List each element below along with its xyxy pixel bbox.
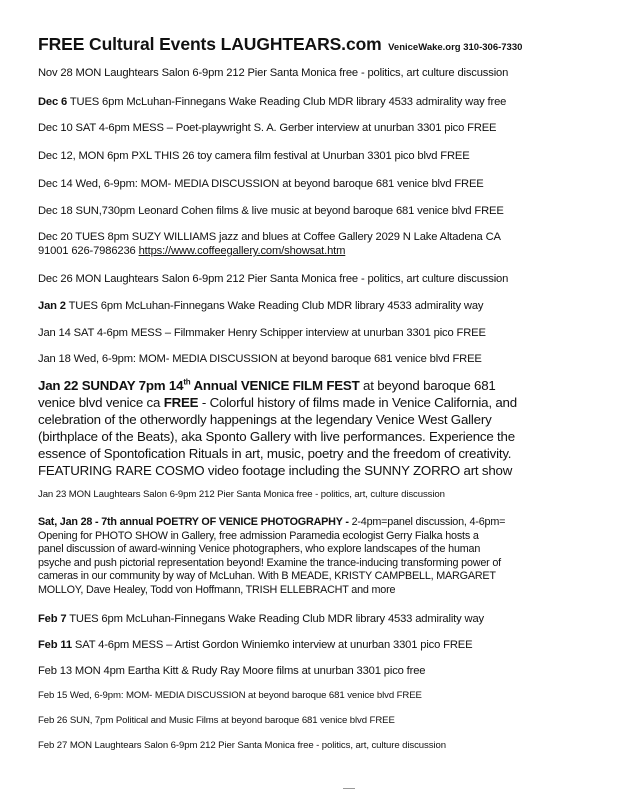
event-line <box>38 149 470 163</box>
event-date: Dec 14 <box>38 178 73 190</box>
event-text: Wed, 6-9pm: MOM- MEDIA DISCUSSION at beyond baroque 681 venice blvd FREE <box>70 353 482 365</box>
event-date: Dec 18 <box>38 205 73 217</box>
event-date: Feb 13 <box>38 665 72 677</box>
poetry-lead: Sat, Jan 28 - 7th annual POETRY OF VENICE PHOTOGRAPHY - <box>38 516 349 528</box>
event-text: TUES 6pm McLuhan-Finnegans Wake Reading Club MDR library 4533 admirality way <box>65 300 484 312</box>
event-line <box>38 66 508 80</box>
coffee-gallery-link[interactable]: https://www.coffeegallery.com/showsat.htm <box>138 245 346 257</box>
film-fest-text: celebration of the otherwordly happenings at the legendary Venice West Gallery <box>38 412 492 427</box>
film-fest-text: - Colorful history of films made in Venice California, and <box>198 395 517 410</box>
event-line <box>38 299 483 313</box>
film-fest-lead: Jan 22 SUNDAY 7pm 14 <box>38 378 184 393</box>
scan-mark <box>343 788 355 789</box>
flyer-title: FREE Cultural Events LAUGHTEARS.com <box>38 34 382 54</box>
event-text: MON 4pm Eartha Kitt & Rudy Ray Moore films at unurban 3301 pico free <box>71 665 426 677</box>
event-date: Nov 28 <box>38 67 73 79</box>
event-line <box>38 95 506 109</box>
event-date: Feb 7 <box>38 613 67 625</box>
event-text: MON Laughtears Salon 6-9pm 212 Pier Santa Monica free - politics, art culture discussion <box>72 67 509 79</box>
event-date: Dec 12 <box>38 150 73 162</box>
event-text: SAT 4-6pm MESS – Artist Gordon Winiemko interview at unurban 3301 pico FREE <box>71 639 473 651</box>
event-text: 91001 626-7986236 <box>38 245 139 257</box>
event-line <box>38 739 446 753</box>
event-text: Dec 20 TUES 8pm SUZY WILLIAMS jazz and blues at Coffee Gallery 2029 N Lake Altadena CA <box>38 231 501 243</box>
event-line <box>38 326 486 340</box>
event-text: MON Laughtears Salon 6-9pm 212 Pier Santa Monica free - politics, art culture discussion <box>72 273 509 285</box>
event-text: Feb 27 MON Laughtears Salon 6-9pm 212 Pier Santa Monica free - politics, art, culture discussion <box>38 740 446 751</box>
film-fest-free: FREE <box>163 395 199 410</box>
event-text: TUES 6pm McLuhan-Finnegans Wake Reading Club MDR library 4533 admirality way <box>66 613 484 625</box>
film-fest-text: at beyond baroque 681 <box>359 378 496 393</box>
event-line <box>38 714 395 728</box>
event-date: Dec 26 <box>38 273 73 285</box>
event-date: Dec 6 <box>38 96 68 108</box>
film-fest-text: FEATURING RARE COSMO video footage including the SUNNY ZORRO art show <box>38 463 513 478</box>
event-line-jan23 <box>38 488 445 502</box>
event-line <box>38 121 496 135</box>
event-date: Jan 14 <box>38 327 71 339</box>
event-text: Feb 15 Wed, 6-9pm: MOM- MEDIA DISCUSSION at beyond baroque 681 venice blvd FREE <box>38 690 422 701</box>
event-text: Jan 23 MON Laughtears Salon 6-9pm 212 Pier Santa Monica free - politics, art, culture discussion <box>38 489 445 500</box>
film-fest-text: essence of Spontofication Rituals in art, music, poetry and the freedom of creativity. <box>38 446 512 461</box>
poetry-feature <box>38 516 613 598</box>
film-fest-lead2: Annual VENICE FILM FEST <box>190 378 360 393</box>
event-date: Jan 18 <box>38 353 71 365</box>
event-text: TUES 6pm McLuhan-Finnegans Wake Reading Club MDR library 4533 admirality way free <box>67 96 507 108</box>
poetry-text: Opening for PHOTO SHOW in Gallery, free admission Paramedia ecologist Gerry Fialka hosts a <box>38 529 479 542</box>
event-date: Dec 10 <box>38 122 73 134</box>
event-line <box>38 352 482 366</box>
event-line <box>38 272 508 286</box>
event-text: Feb 26 SUN, 7pm Political and Music Films at beyond baroque 681 venice blvd FREE <box>38 715 395 726</box>
poetry-text: psyche and push pictorial representation beyond! Examine the trance-inducing transforming power of <box>38 556 501 569</box>
poetry-text: panel discussion of award-winning Venice photographers, who explore landscapes of the human <box>38 543 481 556</box>
event-line <box>38 612 484 626</box>
event-line <box>38 204 504 218</box>
film-fest-text: venice blvd venice ca <box>38 395 164 410</box>
film-fest-feature <box>38 377 613 479</box>
event-line <box>38 177 484 191</box>
event-line <box>38 664 425 678</box>
event-text: SUN,730pm Leonard Cohen films & live music at beyond baroque 681 venice blvd FREE <box>72 205 504 217</box>
event-date: Jan 2 <box>38 300 66 312</box>
event-text: Wed, 6-9pm: MOM- MEDIA DISCUSSION at beyond baroque 681 venice blvd FREE <box>72 178 484 190</box>
poetry-text: 2-4pm=panel discussion, 4-6pm= <box>348 516 506 528</box>
header-contact: VeniceWake.org 310-306-7330 <box>388 42 523 53</box>
event-line <box>38 638 472 652</box>
event-text: , MON 6pm PXL THIS 26 toy camera film festival at Unurban 3301 pico blvd FREE <box>72 150 470 162</box>
flyer-header <box>38 34 522 55</box>
event-date: Feb 11 <box>38 639 72 651</box>
poetry-text: cameras in our community by way of McLuhan. With B MEADE, KRISTY CAMPBELL, MARGARET <box>38 570 496 583</box>
event-line-dec20 <box>38 230 501 258</box>
event-text: SAT 4-6pm MESS – Poet-playwright S. A. Gerber interview at unurban 3301 pico FREE <box>72 122 497 134</box>
film-fest-text: (birthplace of the Beats), aka Sponto Gallery with live performances. Experience the <box>38 429 515 444</box>
event-text: SAT 4-6pm MESS – Filmmaker Henry Schipper interview at unurban 3301 pico FREE <box>70 327 486 339</box>
event-line <box>38 689 422 703</box>
film-fest-ordinal: th <box>183 377 191 387</box>
poetry-text: MOLLOY, Dave Healey, Todd von Hoffmann, TRISH ELLEBRACHT and more <box>38 583 396 596</box>
